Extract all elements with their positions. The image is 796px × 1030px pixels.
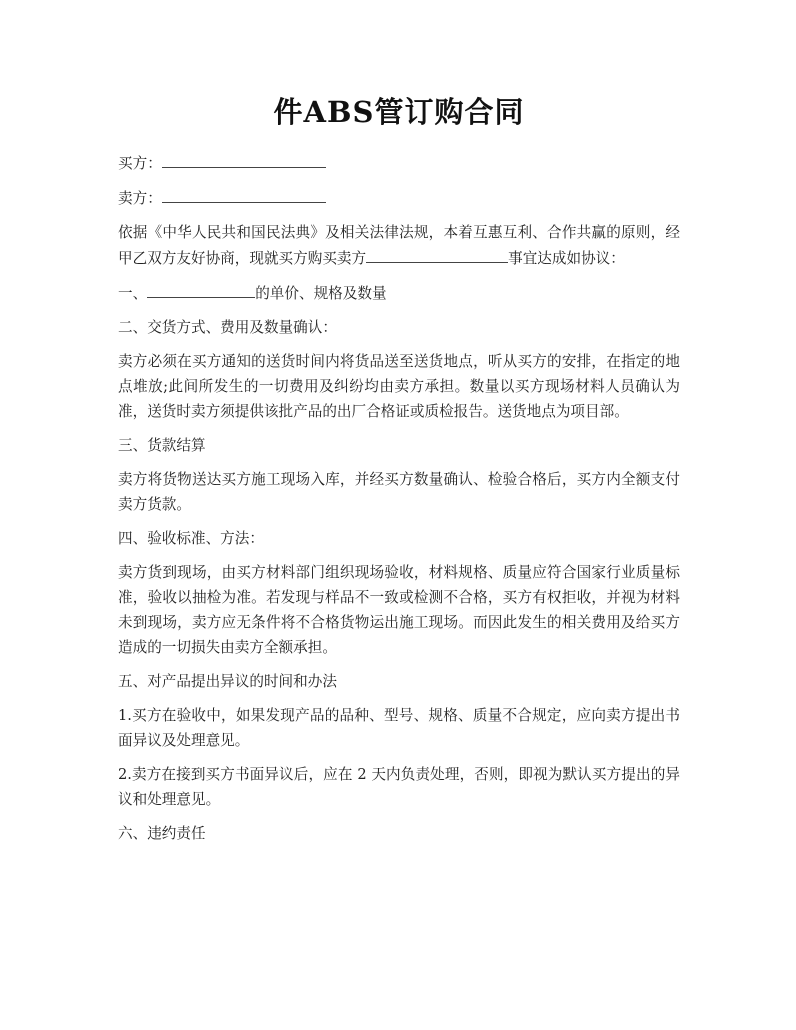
intro-paragraph (118, 220, 680, 271)
section-2-body: 卖方必须在买方通知的送货时间内将货品送至送货地点，听从买方的安排，在指定的地点堆放;此间所发生的一切费用及纠纷均由卖方承担。数量以买方现场材料人员确认为准，送货时卖方须提供该批产品的出厂合格证或质检报告。送货地点为项目部。 (118, 353, 680, 420)
seller-blank (162, 185, 326, 203)
section-4-heading: 四、验收标准、方法： (118, 530, 264, 547)
seller-line (118, 185, 680, 211)
document-page (118, 92, 680, 855)
section-3-body: 卖方将货物送达买方施工现场入库，并经买方数量确认、检验合格后，买方内全额支付卖方货款。 (118, 471, 680, 513)
buyer-line (118, 150, 680, 176)
section-5-item-1: 1.买方在验收中，如果发现产品的品种、型号、规格、质量不合规定，应向卖方提出书面异议及处理意见。 (118, 707, 680, 749)
intro-text: 依据《中华人民共和国民法典》及相关法律法规，本着互惠互利、合作共赢的原则，经甲乙双方友好协商，现就买方购买卖方 (118, 224, 680, 267)
seller-label: 卖方： (118, 190, 162, 207)
buyer-blank (162, 150, 326, 168)
intro-text-end: 事宜达成如协议： (508, 250, 625, 267)
section-1-heading (118, 280, 680, 306)
section-6-heading: 六、违约责任 (118, 825, 206, 842)
section-5-item-2: 2.卖方在接到买方书面异议后，应在 2 天内负责处理，否则，即视为默认买方提出的异议和处理意见。 (118, 766, 680, 808)
section-1-prefix: 一、 (118, 285, 148, 302)
buyer-label: 买方： (118, 155, 162, 172)
product-blank (366, 245, 508, 263)
section-4-body: 卖方货到现场，由买方材料部门组织现场验收，材料规格、质量应符合国家行业质量标准，验收以抽检为准。若发现与样品不一致或检测不合格，买方有权拒收，并视为材料未到现场，卖方应无条件将不合格货物运出施工现场。而因此发生的相关费用及给买方造成的一切损失由卖方全额承担。 (118, 564, 680, 656)
section-1-blank (147, 280, 255, 298)
document-title: 件ABS管订购合同 (273, 95, 525, 129)
section-5-heading: 五、对产品提出异议的时间和办法 (118, 673, 337, 690)
section-2-heading: 二、交货方式、费用及数量确认： (118, 319, 337, 336)
section-1-suffix: 的单价、规格及数量 (255, 285, 387, 302)
section-3-heading: 三、货款结算 (118, 437, 206, 454)
